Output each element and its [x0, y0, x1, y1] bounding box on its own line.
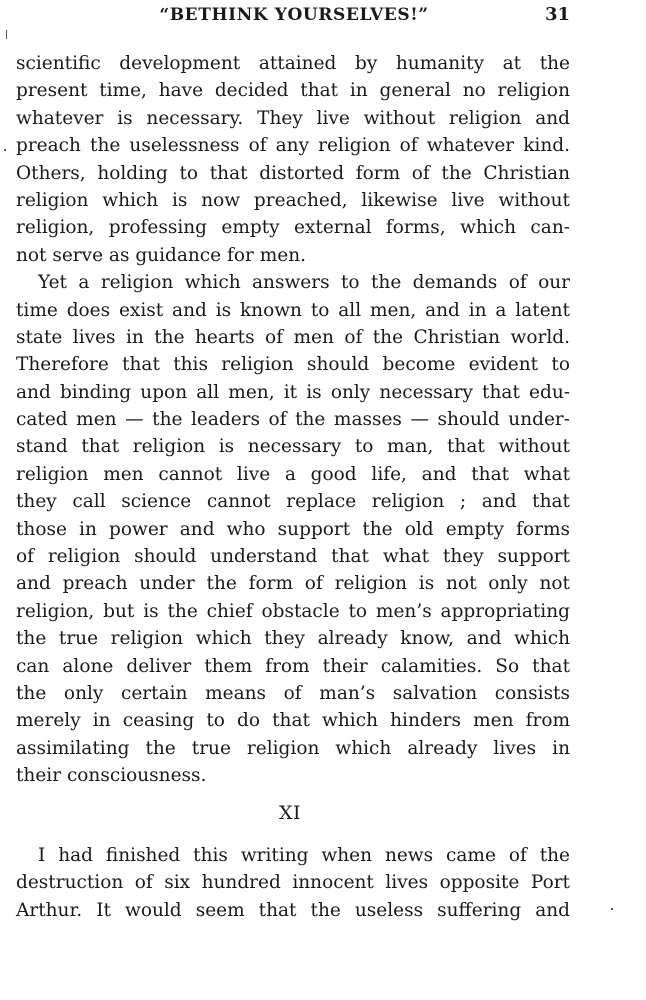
text-line: the only certain means of man’s salvation consists	[16, 682, 570, 704]
page-number: 31	[544, 4, 570, 25]
section-heading: XI	[278, 802, 302, 824]
text-line: I had finished this writing when news came of the	[38, 845, 570, 866]
text-line: religion men cannot live a good life, and that what	[16, 463, 570, 485]
text-line: religion, professing empty external forms, which can-	[16, 217, 570, 239]
text-line: state lives in the hearts of men of the Christian world.	[16, 326, 570, 348]
main-text	[16, 50, 570, 790]
text-line: religion, but is the chief obstacle to men’s appropriating	[16, 600, 570, 622]
text-line: merely in ceasing to do that which hinders men from	[16, 710, 570, 732]
text-line: whatever is necessary. They live without religion and	[16, 107, 570, 129]
text-line: destruction of six hundred innocent lives opposite Port	[16, 872, 570, 894]
text-line: scientific development attained by humanity at the	[16, 53, 570, 74]
running-title: “BETHINK YOURSELVES!”	[159, 5, 429, 25]
text-line: time does exist and is known to all men, and in a latent	[16, 299, 570, 321]
running-head	[18, 4, 570, 26]
text-line: Arthur. It would seem that the useless suffering and	[16, 899, 570, 921]
text-line: assimilating the true religion which already lives in	[16, 737, 570, 759]
text-line: their consciousness.	[16, 765, 207, 787]
text-line: of religion should understand that what they support	[16, 546, 570, 568]
scan-speck	[4, 149, 6, 151]
text-line: religion which is now preached, likewise live without	[16, 189, 570, 211]
text-line: can alone deliver them from their calamities. So that	[16, 655, 570, 677]
scan-speck	[611, 908, 613, 910]
text-line: not serve as guidance for men.	[16, 244, 306, 266]
text-line: present time, have decided that in general no religion	[16, 80, 570, 102]
text-line: Others, holding to that distorted form of the Christian	[16, 162, 570, 184]
text-line: cated men — the leaders of the masses — should under-	[16, 409, 570, 431]
text-line: and binding upon all men, it is only necessary that edu-	[16, 381, 570, 403]
text-line: the true religion which they already know, and which	[16, 628, 570, 650]
text-line: Yet a religion which answers to the demands of our	[38, 272, 570, 294]
text-line: Therefore that this religion should become evident to	[16, 354, 570, 376]
text-line: and preach under the form of religion is not only not	[16, 573, 570, 595]
text-line: preach the uselessness of any religion of whatever kind.	[16, 135, 570, 157]
text-line: they call science cannot replace religion ; and that	[16, 491, 570, 513]
scan-speck	[6, 30, 7, 39]
section-text	[16, 842, 570, 924]
text-line: those in power and who support the old empty forms	[16, 518, 570, 540]
text-line: stand that religion is necessary to man, that without	[16, 436, 570, 458]
